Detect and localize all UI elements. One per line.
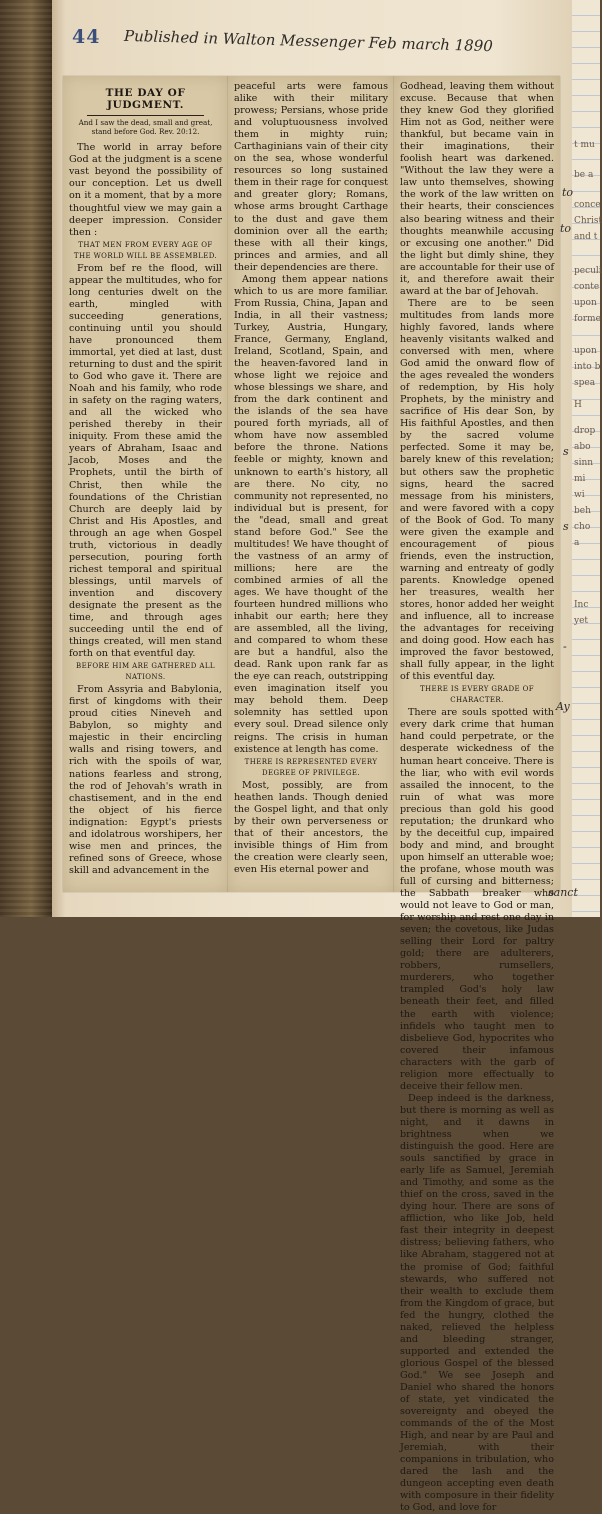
book-cover-edge	[0, 0, 52, 917]
facing-page-fragment: spea	[574, 378, 596, 388]
facing-page-fragment: be a	[574, 170, 594, 180]
facing-page-fragment: Inc	[574, 600, 589, 610]
section-heading-3: THERE IS REPRESENTED EVERY DEGREE OF PRIVILEGE.	[244, 757, 378, 777]
facing-page-fragment: upon	[574, 298, 597, 308]
margin-mark: s	[563, 520, 569, 533]
facing-page-fragment: Christ	[574, 216, 602, 226]
margin-mark: s	[563, 445, 569, 458]
margin-mark: to	[560, 222, 572, 235]
facing-page-fragment: beh	[574, 506, 591, 516]
section-3-paragraph-1: Most, possibly, are from heathen lands. Though denied the Gospel light, and that only by their own perverseness or that of their ancestors, the invisible things of Him from the creation were clearly seen, even His eternal power and	[234, 779, 388, 875]
facing-page-fragment: yet	[574, 616, 589, 626]
facing-page-edge	[572, 0, 600, 917]
section-heading-2: BEFORE HIM ARE GATHERED ALL NATIONS.	[76, 662, 215, 682]
section-3-paragraph-1-continued: Godhead, leaving them without excuse. Because that when they knew God they glorified Him not as God, neither were thankful, but became vain in their imaginations, their foolish heart was darkened. "Without the law they were a law unto themselves, showing the work of the law written on their hearts, their consciences also bearing witness and their thoughts meanwhile accusing or excusing one another." Did the light but dimly shine, they are accountable for their use of it, and therefore await their award at the bar of Jehovah.	[400, 81, 554, 297]
margin-mark: -	[563, 640, 567, 653]
margin-mark: Ay	[556, 700, 570, 713]
section-4-paragraph-2: Deep indeed is the darkness, but there is morning as well as night, and it dawns in brightness when we distinguish the good. Here are souls sanctified by grace in early life as Samuel, Jeremiah and Timothy, and some as the thief on the cross, saved in the dying hour. There are sons of affliction, who like Job, held fast their integrity in deepest distress; believing fathers, who like Abraham, staggered not at the promise of God; faithful stewards, who suffered not their wealth to exclude them from the Kingdom of grace, but fed the hungry, clothed the naked, relieved the helpless and bleeding stranger, supported and extended the glorious Gospel of the blessed God." We see Joseph and Daniel who shared the honors of state, yet vindicated the sovereignty and obeyed the commands of the of the Most High, and near by are Paul and Jeremiah, with their companions in tribulation, who dared the lash and the dungeon accepting even death with composure in their fidelity to God, and love for	[400, 1092, 554, 1514]
section-2-paragraph-2: Among them appear nations which to us are more familiar. From Russia, China, Japan and India, in all their vastness; Turkey, Austria, Hungary, France, Germany, England, Ireland, Scotland, Spain, and the heaven-favored land in whose light we rejoice and whose blessings we share, and from the dark continent and the islands of the sea have poured forth myriads, all of whom have now assembled before the throne. Nations feeble or mighty, known and unknown to earth's history, all are there. No city, no community not represented, no individual but is present, for the "dead, small and great stand before God." See the multitudes! We have thought of the vastness of an army of millions; here are the combined armies of all the ages. We have thought of the fourteen hundred millions who inhabit our earth; here they are assembled, all the living, and compared to whom these are but a handful, also the dead. Rank upon rank far as the eye can reach, outstripping even imagination itself you may behold them. Deep solemnity has settled upon every soul. Dread silence only reigns. The crisis in human existence at length has come.	[234, 273, 388, 755]
margin-mark: sanct	[548, 886, 578, 899]
facing-page-fragment: wi	[574, 490, 585, 500]
margin-mark: to	[562, 186, 574, 199]
facing-page-fragment: a	[574, 538, 580, 548]
facing-page-fragment: sinn	[574, 458, 594, 468]
facing-page-fragment: upon	[574, 346, 597, 356]
intro-paragraph: The world in array before God at the judgment is a scene vast beyond the possibility of our conception. Let us dwell on it a moment, that by a more thoughtful view we may gain a deeper impression. Consider then :	[69, 142, 222, 238]
facing-page-fragment: drop	[574, 426, 596, 436]
article-epigraph: And I saw the dead, small and great, stand before God. Rev. 20:12.	[78, 118, 213, 136]
facing-page-fragment: mi	[574, 474, 586, 484]
facing-page-fragment: t mu	[574, 140, 595, 150]
clipping-column-3	[394, 76, 560, 1514]
section-heading-1: THAT MEN FROM EVERY AGE OF THE WORLD WILL BE ASSEMBLED.	[73, 240, 218, 260]
facing-page-fragment: forme	[574, 314, 601, 324]
section-2-paragraph-1: From Assyria and Babylonia, first of kingdoms with their proud cities Nineveh and Babylon, so mighty and majestic in their encircling walls and rising towers, and rich with the spoils of war, nations fearless and strong, the rod of Jehovah's wrath in chastisement, and in the end the object of his fierce indignation: Egypt's priests and idolatrous worshipers, her wise men and princes, the refined sons of Greece, whose skill and advancement in the	[69, 684, 222, 876]
clipping-column-1	[63, 76, 228, 892]
handwritten-note: Published in Walton Messenger Feb march 1890	[123, 26, 494, 56]
facing-page-fragment: peculi	[574, 266, 602, 276]
article-title: THE DAY OF JUDGMENT.	[105, 87, 186, 112]
facing-page-fragment: and t	[574, 232, 598, 242]
facing-page-fragment: H	[574, 400, 582, 410]
title-rule	[87, 115, 204, 116]
clipping-column-2	[228, 76, 394, 892]
facing-page-fragment: into b	[574, 362, 601, 372]
section-3-paragraph-2: There are to be seen multitudes from lands more highly favored, lands where heavenly visitants walked and conversed with men, where God amid the onward flow of the ages revealed the wonders of redemption, by His holy Prophets, by the ministry and sacrifice of His dear Son, by His faithful Apostles, and then by the sacred volume perfected. Some it may be, barely knew of this revelation; but others saw the prophetic signs, heard the sacred message from his ministers, and were favored with a copy of the Book of God. To many were given the example and encouragement of pious friends, even the instruction, warning and entreaty of godly parents. Knowledge opened her treasures, wealth her stores, honor added her weight and influence, all to increase the advantages for receiving and doing good. How each has improved the favor bestowed, shall fully appear, in the light of this eventful day.	[400, 297, 554, 683]
facing-page-fragment: abo	[574, 442, 591, 452]
facing-page-fragment: conce	[574, 200, 601, 210]
section-2-paragraph-1-continued: peaceful arts were famous alike with their military prowess; Persians, whose pride and voluptuousness involved them in mighty ruin; Carthaginians vain of their city on the sea, whose wonderful resources so long sustained them in their rage for conquest and greater glory; Romans, whose arms brought Carthage to the dust and gave them dominion over all the earth; these with all their kings, princes and armies, and all their dependencies are there.	[234, 81, 388, 273]
section-heading-4: THERE IS EVERY GRADE OF CHARACTER.	[419, 685, 535, 705]
page-number: 44	[72, 26, 101, 48]
facing-page-fragment: conte	[574, 282, 600, 292]
facing-page-fragment: cho	[574, 522, 591, 532]
section-4-paragraph-1: There are souls spotted with every dark crime that human hand could perpetrate, or the desperate wickedness of the human heart conceive. There is the liar, who with evil words assailed the innocent, to the ruin of what was more precious than gold his good reputation; the drunkard who by the deceitful cup, impaired body and mind, and brought upon himself an utterable woe; the profane, whose mouth was full of cursing and bitterness; the Sabbath breaker who would not leave to God or man, for worship and rest one day in seven; the covetous, like Judas selling their Lord for paltry gold; there are adulterers, robbers, rumsellers, murderers, who together trampled God's holy law beneath their feet, and filled the earth with violence; infidels who taught men to disbelieve God, hypocrites who covered their infamous characters with the garb of religion more effectually to deceive their fellow men.	[400, 707, 554, 1092]
section-1-paragraph: From bef re the flood, will appear the multitudes, who for long centuries dwelt on the earth, mingled with succeeding generations, continuing until you should have pronounced them immortal, yet died at last, dust returning to dust and the spirit to God who gave it. There are Noah and his family, who rode in safety on the raging waters, and all the wicked who perished thereby in their iniquity. From these amid the years of Abraham, Isaac and Jacob, Moses and the Prophets, until the birth of Christ, then while the foundations of the Christian Church are deeply laid by Christ and His Apostles, and through an age when Gospel truth, victorious in deadly persecution, pouring forth richest temporal and spiritual blessings, until marvels of invention and discovery designate the present as the time, and through ages succeeding until the end of things created, will men stand forth on that eventful day.	[69, 262, 222, 660]
